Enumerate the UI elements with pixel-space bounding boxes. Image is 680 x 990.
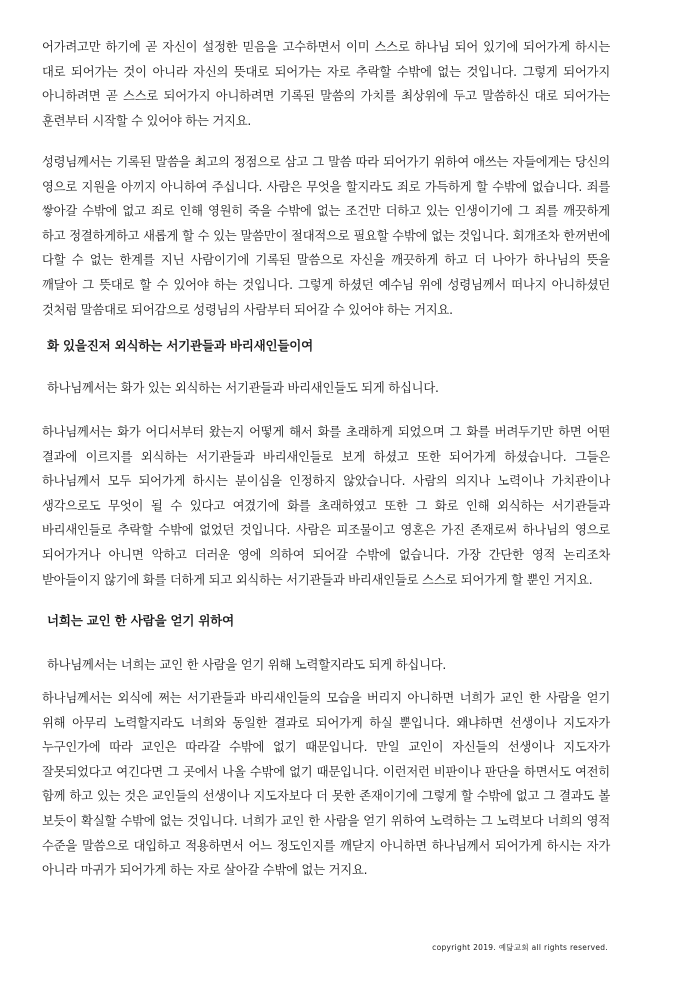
copyright-footer: copyright 2019. 예닮교회 all rights reserved.: [432, 943, 608, 952]
paragraph-1: 어가려고만 하기에 곧 자신이 설정한 믿음을 고수하면서 이미 스스로 하나님 되어 있기에 되어가게 하시는 대로 되어가는 것이 아니라 자신의 뜻대로 되어가는 자로 추락할 수밖에 없는 것입니다. 그렇게 되어가지 아니하려면 곧 스스로 되어가지 아니하려면 기록된 말씀의 가치를 최상위에 두고 말씀하신 대로 되어가는 훈련부터 시작할 수 있어야 하는 거지요.: [42, 40, 610, 128]
paragraph-4: 하나님께서는 외식에 쩌는 서기관들과 바리새인들의 모습을 버리지 아니하면 너희가 교인 한 사람을 얻기 위해 아무리 노력할지라도 너희와 동일한 결과로 되어가게 하실 뿐입니다. 왜냐하면 선생이나 지도자가 누구인가에 따라 교인은 따라갈 수밖에 없기 때문입니다. 만일 교인이 자신들의 선생이나 지도자가 잘못되었다고 여긴다면 그 곳에서 나올 수밖에 없기 때문입니다. 이런저런 비판이나 판단을 하면서도 여전히 함께 하고 있는 것은 교인들의 선생이나 지도자보다 더 못한 존재이기에 그렇게 할 수밖에 없고 그 결과도 볼 보듯이 확실할 수밖에 없는 것입니다. 너희가 교인 한 사람을 얻기 위하여 노력하는 그 노력보다 너희의 영적 수준을 말씀으로 대입하고 적용하면서 어느 정도인지를 깨닫지 아니하면 하나님께서 되어가게 하시는 자가 아니라 마귀가 되어가게 하는 자로 살아갈 수밖에 없는 거지요.: [42, 691, 610, 878]
paragraph-2: 성령님께서는 기록된 말씀을 최고의 정점으로 삼고 그 말씀 따라 되어가기 위하여 애쓰는 자들에게는 당신의 영으로 지원을 아끼지 아니하여 주십니다. 사람은 무엇을 할지라도 죄로 가득하게 할 수밖에 없습니다. 죄를 쌓아갈 수밖에 없고 죄로 인해 영원히 죽을 수밖에 없는 조건만 더하고 있는 인생이기에 그 죄를 깨끗하게 하고 정결하게하고 새롭게 할 수 있는 말씀만이 절대적으로 필요할 수밖에 없는 것입니다. 회개조차 한꺼번에 다할 수 없는 한계를 지닌 사람이기에 기록된 말씀으로 자신을 깨끗하게 하고 더 나아가 하나님의 뜻을 깨달아 그 뜻대로 할 수 있어야 하는 것입니다. 그렇게 하셨던 예수님 위에 성령님께서 떠나지 아니하셨던 것처럼 말씀대로 되어감으로 성령님의 사람부터 되어갈 수 있어야 하는 거지요.: [42, 155, 610, 317]
section-heading-2: 너희는 교인 한 사람을 얻기 위하여: [47, 613, 235, 628]
section-heading-1: 화 있을진저 외식하는 서기관들과 바리새인들이여: [47, 338, 313, 353]
section-intro-1: 하나님께서는 화가 있는 외식하는 서기관들과 바리새인들도 되게 하십니다.: [47, 381, 439, 395]
section-intro-2: 하나님께서는 너희는 교인 한 사람을 얻기 위해 노력할지라도 되게 하십니다.: [47, 658, 447, 672]
paragraph-3: 하나님께서는 화가 어디서부터 왔는지 어떻게 해서 화를 초래하게 되었으며 그 화를 버려두기만 하면 어떤 결과에 이르지를 외식하는 서기관들과 바리새인들로 보게 하셨고 또한 되어가게 하셨습니다. 그들은 하나님께서 모두 되어가게 하시는 분이심을 인정하지 않았습니다. 사람의 의지나 노력이나 가치관이나 생각으로도 무엇이 될 수 있다고 여겼기에 화를 초래하였고 또한 그 화로 인해 외식하는 서기관들과 바리새인들로 추락할 수밖에 없었던 것입니다. 사람은 피조물이고 영혼은 가진 존재로써 하나님의 영으로 되어가거나 아니면 악하고 더러운 영에 의하여 되어갈 수밖에 없습니다. 가장 간단한 영적 논리조차 받아들이지 않기에 화를 더하게 되고 외식하는 서기관들과 바리새인들로 스스로 되어가게 할 뿐인 거지요.: [42, 425, 610, 587]
